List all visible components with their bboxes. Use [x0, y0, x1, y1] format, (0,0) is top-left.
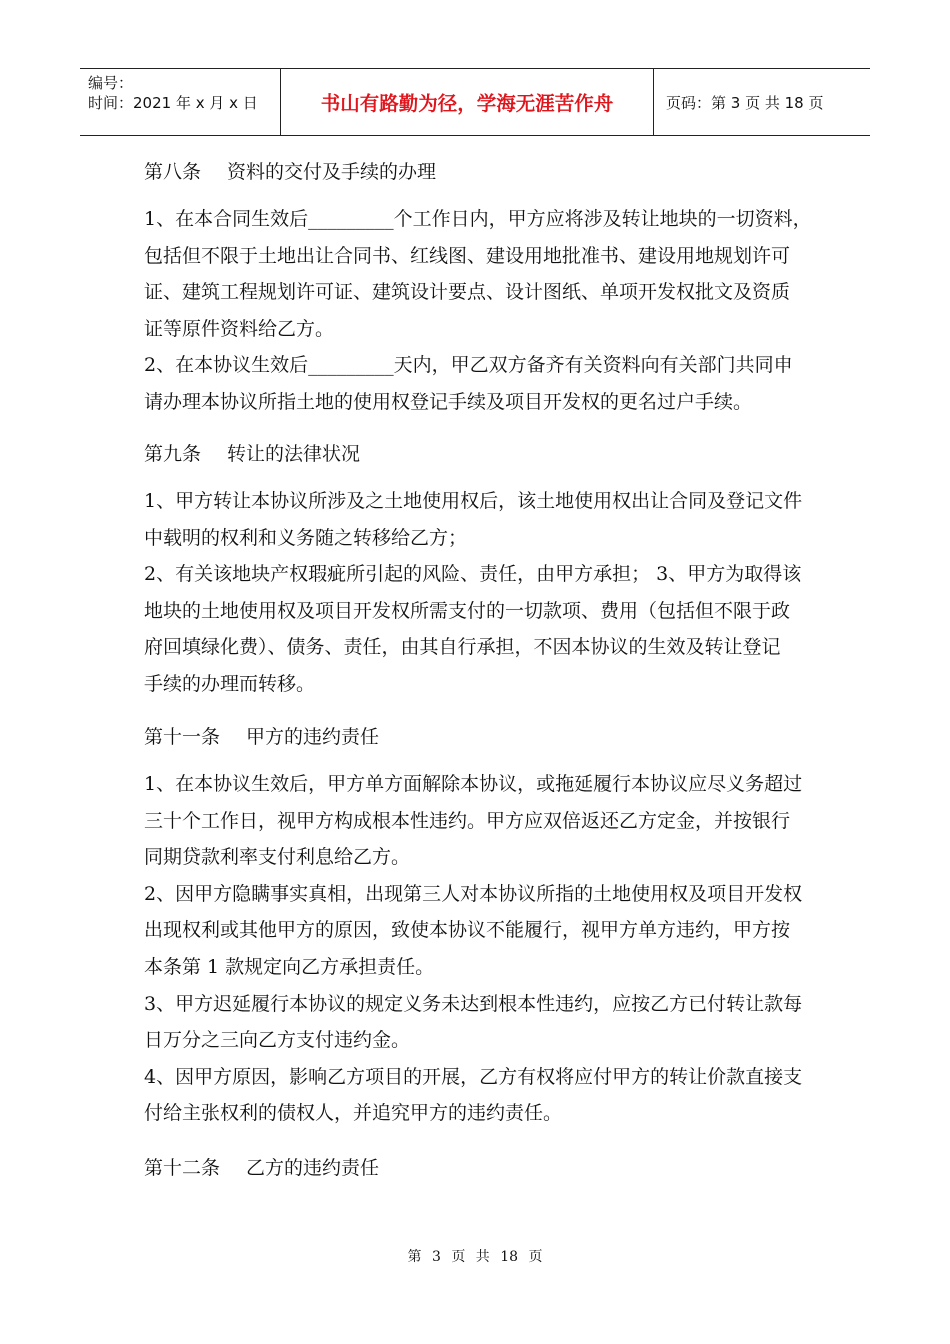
- paragraph-line: 地块的土地使用权及项目开发权所需支付的一切款项、费用（包括但不限于政: [144, 599, 791, 622]
- paragraph-line: 日万分之三向乙方支付违约金。: [144, 1029, 411, 1052]
- paragraph-line: 付给主张权利的债权人，并追究甲方的违约责任。: [144, 1102, 563, 1125]
- footer-part: 第: [407, 1249, 422, 1265]
- section-heading: [144, 159, 436, 185]
- section-number: 第九条: [144, 443, 202, 465]
- paragraph-line: 1、在本合同生效后_________个工作日内，甲方应将涉及转让地块的一切资料，: [144, 208, 812, 230]
- paragraph-line: 2、因甲方隐瞒事实真相，出现第三人对本协议所指的土地使用权及项目开发权: [144, 882, 803, 905]
- section-heading: [144, 441, 360, 467]
- page-footer: [0, 1246, 950, 1266]
- footer-total-pages: 18: [500, 1249, 519, 1265]
- footer-current-page: 3: [431, 1249, 441, 1265]
- section-title: 乙方的违约责任: [246, 1157, 380, 1179]
- paragraph-line: 本条第 1 款规定向乙方承担责任。: [144, 956, 435, 978]
- section-number: 第十一条: [144, 726, 221, 748]
- section-title: 转让的法律状况: [227, 443, 361, 465]
- paragraph-line: 出现权利或其他甲方的原因，致使本协议不能履行，视甲方单方违约，甲方按: [144, 919, 791, 942]
- paragraph-line: 1、在本协议生效后，甲方单方面解除本协议，或拖延履行本协议应尽义务超过: [144, 773, 803, 795]
- header-meta: [80, 69, 281, 135]
- header-motto: 书山有路勤为径，学海无涯苦作舟: [281, 69, 654, 135]
- paragraph-line: 手续的办理而转移。: [144, 673, 316, 695]
- document-date-label: 时间：2021 年 x 月 x 日: [88, 94, 258, 112]
- paragraph-line: 3、甲方迟延履行本协议的规定义务未达到根本性违约，应按乙方已付转让款每: [144, 992, 803, 1015]
- paragraph-line: 2、有关该地块产权瑕疵所引起的风险、责任，由甲方承担； 3、甲方为取得该: [144, 563, 802, 586]
- section-title: 甲方的违约责任: [246, 726, 380, 748]
- paragraph-line: 4、因甲方原因，影响乙方项目的开展，乙方有权将应付甲方的转让价款直接支: [144, 1065, 803, 1088]
- footer-part: 共: [475, 1249, 490, 1265]
- paragraph-line: 证等原件资料给乙方。: [144, 317, 335, 340]
- footer-part: 页: [528, 1249, 543, 1265]
- paragraph-line: 三十个工作日，视甲方构成根本性违约。甲方应双倍返还乙方定金，并按银行: [144, 809, 791, 832]
- paragraph-line: 证、建筑工程规划许可证、建筑设计要点、设计图纸、单项开发权批文及资质: [144, 281, 791, 304]
- paragraph-line: 中载明的权利和义务随之转移给乙方；: [144, 526, 468, 549]
- paragraph-line: 1、甲方转让本协议所涉及之土地使用权后，该土地使用权出让合同及登记文件: [144, 490, 803, 512]
- paragraph-line: 请办理本协议所指土地的使用权登记手续及项目开发权的更名过户手续。: [144, 391, 753, 413]
- paragraph-line: 府回填绿化费）、债务、责任，由其自行承担，不因本协议的生效及转让登记: [144, 636, 781, 659]
- paragraph-line: 2、在本协议生效后_________天内，甲乙双方备齐有关资料向有关部门共同申: [144, 354, 793, 377]
- paragraph-line: 包括但不限于土地出让合同书、红线图、建设用地批准书、建设用地规划许可: [144, 244, 791, 267]
- footer-part: 页: [451, 1249, 466, 1265]
- section-number: 第八条: [144, 161, 202, 183]
- page-header: [80, 68, 870, 136]
- document-number-label: 编号：: [88, 74, 134, 92]
- header-page-number: 页码：第 3 页 共 18 页: [666, 93, 824, 112]
- section-heading: [144, 1155, 379, 1181]
- section-heading: [144, 724, 379, 750]
- paragraph-line: 同期贷款利率支付利息给乙方。: [144, 846, 411, 869]
- section-title: 资料的交付及手续的办理: [227, 161, 437, 183]
- section-number: 第十二条: [144, 1157, 221, 1179]
